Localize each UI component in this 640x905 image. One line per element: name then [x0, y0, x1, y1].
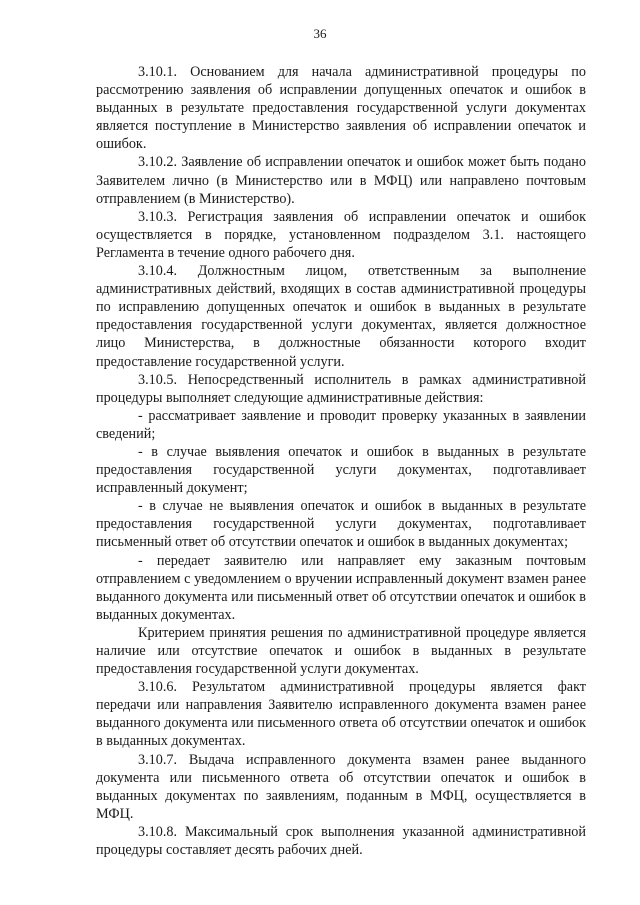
list-item-errors-found: - в случае выявления опечаток и ошибок в выданных в результате предоставления государственной услуги документах, подготавливает исправленный документ;	[96, 443, 586, 497]
list-item-errors-not-found: - в случае не выявления опечаток и ошибок в выданных в результате предоставления государственной услуги документах, подготавливает письменный ответ об отсутствии опечаток и ошибок в выданных документах;	[96, 498, 586, 551]
paragraph-3-10-4: 3.10.4. Должностным лицом, ответственным за выполнение административных действий, входящих в состав административной процедуры по исправлению допущенных опечаток и ошибок в выданных в результате предоставления государственной услуги документах, является должностное лицо Министерства, в должностные обязанности которого входит предоставление государственной услуги.	[96, 263, 586, 370]
paragraph-3-10-8: 3.10.8. Максимальный срок выполнения указанной административной процедуры составляет десять рабочих дней.	[96, 823, 586, 859]
page-number: 36	[313, 26, 327, 41]
list-item-review: - рассматривает заявление и проводит проверку указанных в заявлении сведений;	[96, 407, 586, 442]
list-item-delivery: - передает заявителю или направляет ему заказным почтовым отправлением с уведомлением о вручении исправленный документ взамен ранее выданного документа или письменный ответ об отсутствии опечаток и ошибок в выданных документах.	[96, 552, 586, 623]
paragraph-3-10-1: 3.10.1. Основанием для начала административной процедуры по рассмотрению заявления об исправлении допущенных опечаток и ошибок в выданных в результате предоставления государственной услуги документах является поступление в Министерство заявления об исправлении опечаток и ошибок.	[96, 64, 586, 153]
paragraph-3-10-6: 3.10.6. Результатом административной процедуры является факт передачи или направления Заявителю исправленного документа взамен ранее выданного документа или письменного ответа об отсутствии опечаток и ошибок в выданных документах.	[96, 679, 586, 750]
paragraph-3-10-7: 3.10.7. Выдача исправленного документа взамен ранее выданного документа или письменного ответа об отсутствии опечаток и ошибок в выданных документах по заявлениям, поданным в МФЦ, осуществляется в МФЦ.	[96, 751, 586, 822]
document-body	[96, 63, 586, 859]
paragraph-decision-criterion: Критерием принятия решения по административной процедуре является наличие или отсутствие опечаток и ошибок в выданных в результате предоставления государственной услуги документах.	[96, 624, 586, 678]
paragraph-3-10-5: 3.10.5. Непосредственный исполнитель в рамках административной процедуры выполняет следующие административные действия:	[96, 371, 586, 406]
paragraph-3-10-3: 3.10.3. Регистрация заявления об исправлении опечаток и ошибок осуществляется в порядке, установленном подразделом 3.1. настоящего Регламента в течение одного рабочего дня.	[96, 208, 586, 261]
paragraph-3-10-2: 3.10.2. Заявление об исправлении опечаток и ошибок может быть подано Заявителем лично (в Министерство или в МФЦ) или направлено почтовым отправлением (в Министерство).	[96, 154, 586, 207]
